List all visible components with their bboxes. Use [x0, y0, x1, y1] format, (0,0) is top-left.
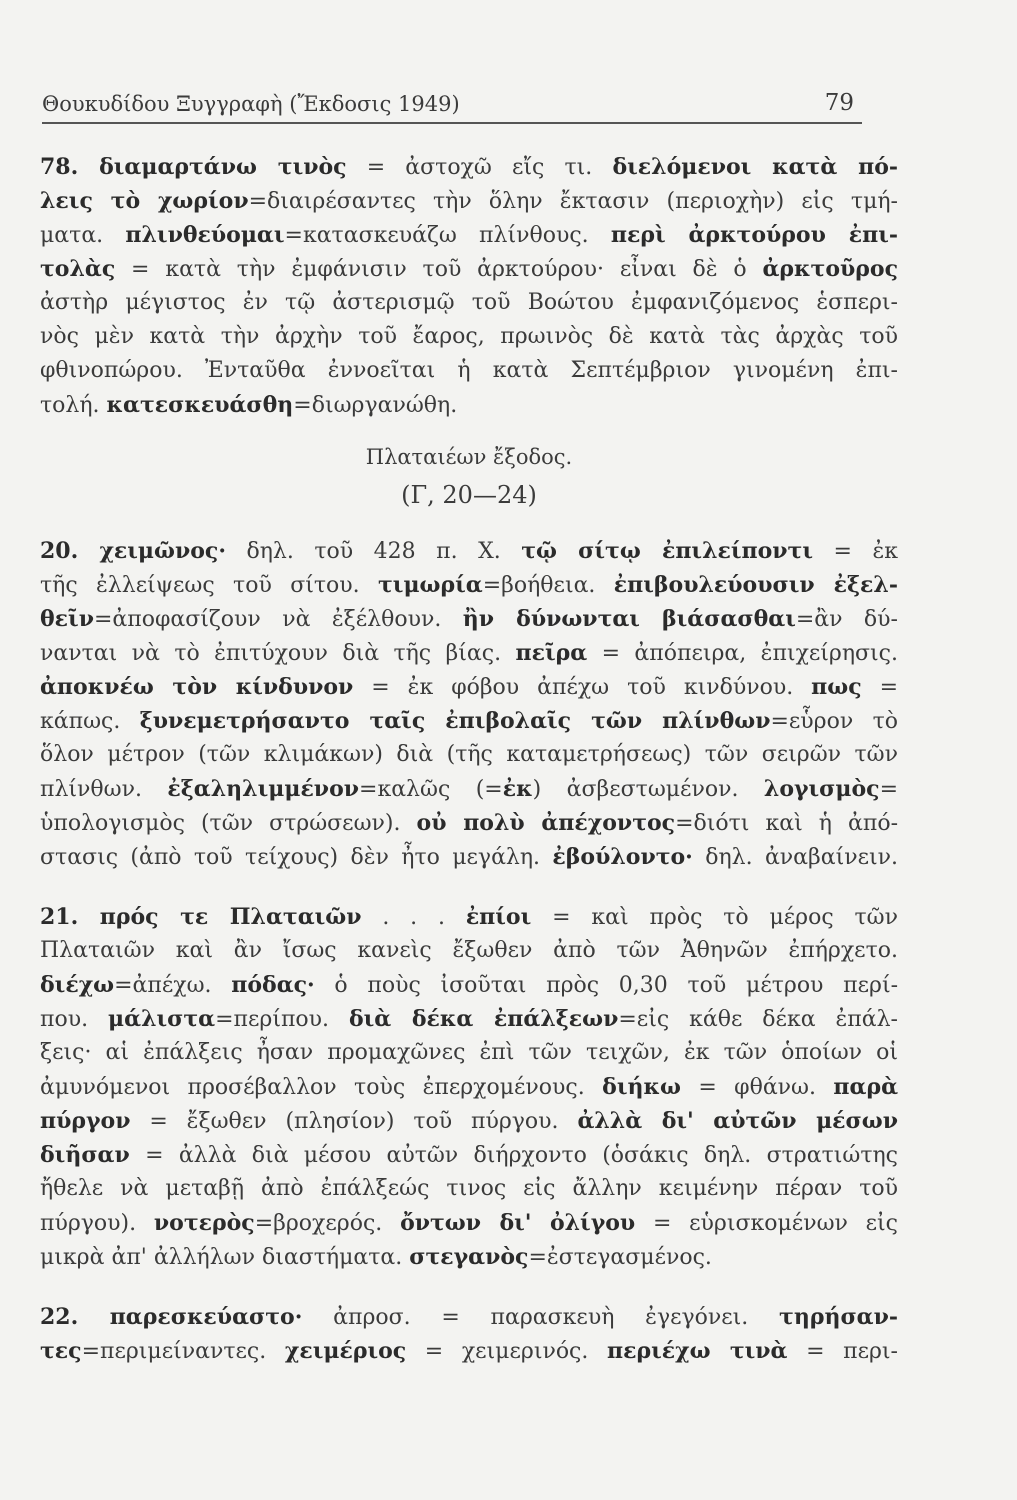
text-line: [40, 568, 898, 602]
text-line: [40, 1036, 898, 1070]
gloss-text: = ἀστοχῶ εἴς τι.: [346, 155, 613, 180]
gloss-text: =ἀπέχω.: [114, 973, 232, 998]
text-line: [40, 704, 898, 738]
lemma-term: διήκω: [602, 1074, 681, 1100]
gloss-text: νὸς μὲν κατὰ τὴν ἀρχὴν τοῦ ἔαρος, πρωινὸς δὲ κατὰ τὰς ἀρχὰς τοῦ: [40, 324, 898, 349]
text-line: [40, 840, 898, 874]
gloss-text: = ἀπόπειρα, ἐπιχείρησις.: [587, 641, 898, 666]
running-header: [42, 92, 862, 124]
text-line: [40, 1138, 898, 1172]
gloss-text: ματα.: [40, 223, 126, 248]
lemma-term: πύργον: [40, 1108, 131, 1134]
paragraph-gap: [40, 1274, 898, 1300]
gloss-text: = ἐκ φόβου ἀπέχω τοῦ κινδύνου.: [353, 675, 812, 700]
text-line: [40, 388, 898, 422]
text-line: [40, 320, 898, 354]
paragraph-gap: [40, 516, 898, 534]
lemma-term: τες: [40, 1338, 82, 1364]
text-line: [40, 738, 898, 772]
lemma-term: 78. διαμαρτάνω τινὸς: [40, 154, 347, 180]
gloss-text: =περίπου.: [215, 1007, 349, 1032]
lemma-term: πως: [811, 674, 862, 700]
lemma-term: θεῖν: [40, 606, 94, 632]
gloss-text: = εὑρισκομένων εἰς: [635, 1211, 898, 1236]
text-line: [40, 252, 898, 286]
text-line: [40, 602, 898, 636]
gloss-text: ξεις· αἱ ἐπάλξεις ἦσαν προμαχῶνες ἐπὶ τῶν τειχῶν, ἐκ τῶν ὁποίων οἱ: [40, 1040, 898, 1065]
lemma-term: πλινθεύομαι: [125, 222, 285, 248]
gloss-text: =εἰς κάθε δέκα ἐπάλ-: [618, 1007, 898, 1032]
gloss-text: φθινοπώρου. Ἐνταῦθα ἐννοεῖται ἡ κατὰ Σεπτέμβριον γινομένη ἐπι-: [40, 358, 898, 383]
lemma-term: πόδας·: [231, 972, 315, 998]
paragraph-gap: [40, 874, 898, 900]
text-line: [40, 150, 898, 184]
text-line: [40, 1172, 898, 1206]
lemma-term: διελόμενοι κατὰ πό-: [612, 154, 898, 180]
lemma-term: περιέχω τινὰ: [607, 1338, 788, 1364]
gloss-text: =περιμείναντες.: [81, 1339, 285, 1364]
lemma-term: νοτερὸς: [153, 1210, 255, 1236]
commentary-text: [40, 150, 898, 1368]
gloss-text: =κατασκευάζω πλίνθους.: [284, 223, 611, 248]
lemma-term: παρὰ: [833, 1074, 898, 1100]
section-reference: (Γ, 20—24): [401, 481, 537, 509]
text-line: [40, 1300, 898, 1334]
lemma-term: ἀποκνέω τὸν κίνδυνον: [40, 674, 354, 700]
gloss-text: ὅλον μέτρον (τῶν κλιμάκων) διὰ (τῆς καταμετρήσεως) τῶν σειρῶν τῶν: [40, 742, 898, 767]
gloss-text: = καὶ πρὸς τὸ μέρος τῶν: [531, 905, 898, 930]
gloss-text: =ἂν δύ-: [795, 607, 898, 632]
text-line: [40, 1334, 898, 1368]
text-line: [40, 1206, 898, 1240]
gloss-text: ὁ ποὺς ἰσοῦται πρὸς 0,30 τοῦ μέτρου περί-: [314, 973, 898, 998]
lemma-term: τιμωρία: [378, 572, 483, 598]
lemma-term: λεις τὸ χωρίον: [40, 188, 249, 214]
text-line: [40, 1002, 898, 1036]
lemma-term: 20. χειμῶνος·: [40, 538, 226, 564]
gloss-text: τολή.: [40, 393, 107, 418]
text-line: [40, 534, 898, 568]
gloss-text: ) ἀσβεστωμένον.: [532, 777, 764, 802]
text-line: [40, 1104, 898, 1138]
gloss-text: ἀπροσ. = παρασκευὴ ἐγεγόνει.: [302, 1305, 780, 1330]
text-line: [40, 354, 898, 388]
lemma-term: ξυνεμετρήσαντο ταῖς ἐπιβολαῖς τῶν πλίνθων: [139, 708, 771, 734]
lemma-term: ἐπίοι: [465, 904, 532, 930]
text-line: [40, 1240, 898, 1274]
lemma-term: ἐβούλοντο·: [552, 844, 693, 870]
page-number: 79: [824, 90, 854, 116]
text-line: [40, 772, 898, 806]
gloss-text: = χειμερινός.: [406, 1339, 607, 1364]
lemma-term: ἐπιβουλεύουσιν ἐξελ-: [613, 572, 898, 598]
lemma-term: τολὰς: [40, 256, 116, 282]
gloss-text: =καλῶς (=: [359, 777, 503, 802]
gloss-text: =: [879, 777, 898, 802]
gloss-text: . . .: [361, 905, 466, 930]
text-line: [40, 934, 898, 968]
lemma-term: ἐξαληλιμμένον: [167, 776, 360, 802]
lemma-term: λογισμὸς: [763, 776, 880, 802]
gloss-text: πύργου).: [40, 1211, 154, 1236]
lemma-term: ἐκ: [502, 776, 533, 802]
gloss-text: =εὗρον τὸ: [770, 709, 898, 734]
gloss-text: Πλαταιῶν καὶ ἂν ἴσως κανεὶς ἔξωθεν ἀπὸ τῶν Ἀθηνῶν ἐπήρχετο.: [40, 938, 898, 963]
text-line: [40, 184, 898, 218]
text-line: [40, 286, 898, 320]
lemma-term: ἀρκτοῦρος: [762, 256, 898, 282]
gloss-text: ἀστὴρ μέγιστος ἐν τῷ ἀστερισμῷ τοῦ Βοώτου ἐμφανιζόμενος ἑσπερι-: [40, 290, 898, 315]
lemma-term: τῷ σίτῳ ἐπιλείποντι: [521, 538, 814, 564]
gloss-text: = ἔξωθεν (πλησίον) τοῦ πύργου.: [130, 1109, 578, 1134]
lemma-term: περὶ ἀρκτούρου ἐπι-: [610, 222, 898, 248]
gloss-text: τῆς ἐλλείψεως τοῦ σίτου.: [40, 573, 378, 598]
section-heading: Πλαταιέων ἔξοδος.: [365, 445, 573, 469]
lemma-term: ἀλλὰ δι' αὐτῶν μέσων: [577, 1108, 898, 1134]
lemma-term: τηρήσαν-: [779, 1304, 898, 1330]
gloss-text: που.: [40, 1007, 109, 1032]
gloss-text: =διότι καὶ ἡ ἀπό-: [675, 811, 898, 836]
gloss-text: ἤθελε νὰ μεταβῇ ἀπὸ ἐπάλξεώς τινος εἰς ἄλλην κειμένην πέραν τοῦ: [40, 1176, 898, 1201]
lemma-term: χειμέριος: [284, 1338, 407, 1364]
lemma-term: διὰ δέκα ἐπάλξεων: [348, 1006, 619, 1032]
lemma-term: ὄντων δι' ὀλίγου: [400, 1210, 636, 1236]
lemma-term: στεγανὸς: [409, 1244, 529, 1270]
gloss-text: = ἀλλὰ διὰ μέσου αὐτῶν διήρχοντο (ὁσάκις δηλ. στρατιώτης: [129, 1143, 898, 1168]
gloss-text: =διωργανώθη.: [293, 393, 458, 418]
gloss-text: =διαιρέσαντες τὴν ὅλην ἔκτασιν (περιοχὴν) εἰς τμή-: [248, 189, 898, 214]
lemma-term: 21. πρός τε Πλαταιῶν: [40, 904, 362, 930]
gloss-text: =: [861, 675, 898, 700]
lemma-term: πεῖρα: [515, 640, 588, 666]
gloss-text: νανται νὰ τὸ ἐπιτύχουν διὰ τῆς βίας.: [40, 641, 516, 666]
text-line: [40, 670, 898, 704]
lemma-term: ἢν δύνωνται βιάσασθαι: [462, 606, 796, 632]
lemma-term: διῆσαν: [40, 1142, 130, 1168]
gloss-text: δηλ. ἀναβαίνειν.: [692, 845, 898, 870]
gloss-text: =ἀποφασίζουν νὰ ἐξέλθουν.: [93, 607, 463, 632]
gloss-text: στασις (ἀπὸ τοῦ τείχους) δὲν ἦτο μεγάλη.: [40, 845, 553, 870]
lemma-term: κατεσκευάσθη: [106, 392, 294, 418]
gloss-text: = ἐκ: [813, 539, 898, 564]
lemma-term: οὐ πολὺ ἀπέχοντος: [416, 810, 676, 836]
gloss-text: = φθάνω.: [680, 1075, 834, 1100]
gloss-text: δηλ. τοῦ 428 π. Χ.: [225, 539, 522, 564]
text-line: [40, 218, 898, 252]
gloss-text: =βοήθεια.: [482, 573, 614, 598]
text-line: [40, 806, 898, 840]
gloss-text: = περι-: [787, 1339, 898, 1364]
text-line: [40, 636, 898, 670]
gloss-text: =ἐστεγασμένος.: [528, 1245, 712, 1270]
gloss-text: κάπως.: [40, 709, 140, 734]
gloss-text: μικρὰ ἀπ' ἀλλήλων διαστήματα.: [40, 1245, 410, 1270]
lemma-term: 22. παρεσκεύαστο·: [40, 1304, 303, 1330]
text-line: [40, 968, 898, 1002]
running-title: Θουκυδίδου Ξυγγραφὴ (Ἔκδοσις 1949): [42, 92, 460, 116]
gloss-text: ὑπολογισμὸς (τῶν στρώσεων).: [40, 811, 417, 836]
gloss-text: πλίνθων.: [40, 777, 168, 802]
text-line: [40, 900, 898, 934]
paragraph-gap: [40, 422, 898, 440]
lemma-term: διέχω: [40, 972, 115, 998]
gloss-text: =βροχερός.: [254, 1211, 401, 1236]
gloss-text: = κατὰ τὴν ἐμφάνισιν τοῦ ἀρκτούρου· εἶναι δὲ ὁ: [115, 257, 763, 282]
gloss-text: ἀμυνόμενοι προσέβαλλον τοὺς ἐπερχομένους.: [40, 1075, 603, 1100]
text-line: [40, 1070, 898, 1104]
lemma-term: μάλιστα: [108, 1006, 216, 1032]
